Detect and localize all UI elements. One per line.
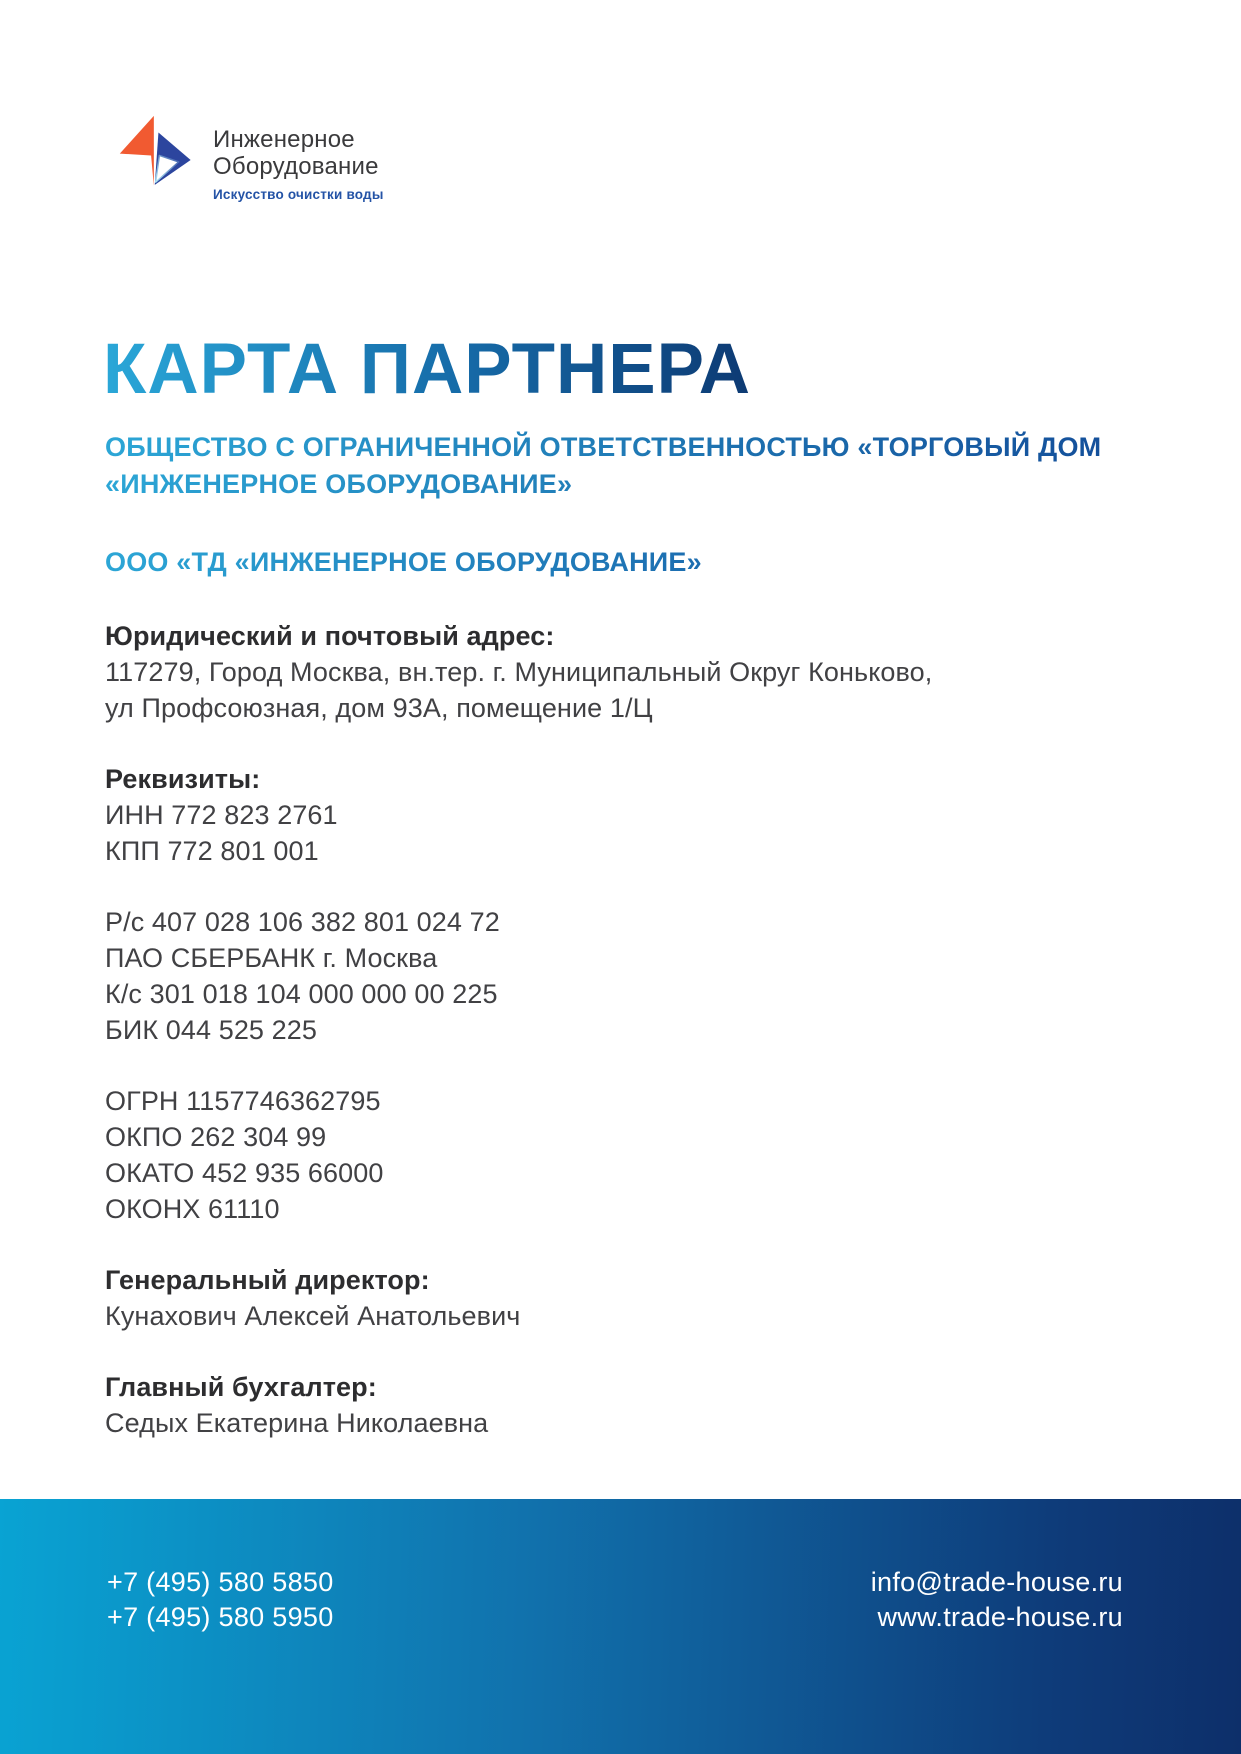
address-line-2: ул Профсоюзная, дом 93А, помещение 1/Ц <box>105 693 653 723</box>
requisites-label: Реквизиты: <box>105 764 261 794</box>
email-address: info@trade-house.ru <box>870 1567 1123 1597</box>
logo-text <box>213 101 384 202</box>
bank-name: ПАО СБЕРБАНК г. Москва <box>105 943 438 973</box>
okato-value: ОКАТО 452 935 66000 <box>105 1158 384 1188</box>
director-name: Кунахович Алексей Анатольевич <box>105 1301 521 1331</box>
footer-phones <box>107 1565 334 1635</box>
address-label: Юридический и почтовый адрес: <box>105 621 555 651</box>
website-url: www.trade-house.ru <box>877 1602 1123 1632</box>
requisites-block <box>105 761 932 869</box>
company-full-name-line1: ОБЩЕСТВО С ОГРАНИЧЕННОЙ ОТВЕТСТВЕННОСТЬЮ «ТОРГОВЫЙ ДОМ <box>105 432 1102 462</box>
logo-title-line2: Оборудование <box>213 153 379 180</box>
settlement-account-value: Р/с 407 028 106 382 801 024 72 <box>105 907 500 937</box>
logo-arrows-icon <box>106 101 198 197</box>
accountant-block <box>105 1369 932 1441</box>
footer-band <box>0 1499 1241 1754</box>
codes-block <box>105 1083 932 1227</box>
director-block <box>105 1262 932 1334</box>
footer-contacts <box>107 1565 1123 1635</box>
company-short-name: ООО «ТД «ИНЖЕНЕРНОЕ ОБОРУДОВАНИЕ» <box>105 544 702 581</box>
logo-title-line1: Инженерное <box>213 126 355 153</box>
footer-web <box>871 1565 1123 1635</box>
phone-number-1: +7 (495) 580 5850 <box>107 1567 334 1597</box>
company-full-name <box>105 429 1101 503</box>
logo-tagline: Искусство очистки воды <box>213 187 384 202</box>
correspondent-account-value: К/с 301 018 104 000 000 00 225 <box>105 979 498 1009</box>
bank-block <box>105 904 932 1048</box>
accountant-name: Седых Екатерина Николаевна <box>105 1408 489 1438</box>
address-block <box>105 618 932 726</box>
bik-value: БИК 044 525 225 <box>105 1015 318 1045</box>
okpo-value: ОКПО 262 304 99 <box>105 1122 327 1152</box>
company-logo <box>106 101 384 202</box>
okonh-value: ОКОНХ 61110 <box>105 1194 280 1224</box>
kpp-value: КПП 772 801 001 <box>105 836 319 866</box>
address-line-1: 117279, Город Москва, вн.тер. г. Муниципальный Округ Коньково, <box>105 657 933 687</box>
inn-value: ИНН 772 823 2761 <box>105 800 338 830</box>
director-label: Генеральный директор: <box>105 1265 430 1295</box>
phone-number-2: +7 (495) 580 5950 <box>107 1602 334 1632</box>
accountant-label: Главный бухгалтер: <box>105 1372 377 1402</box>
company-full-name-line2: «ИНЖЕНЕРНОЕ ОБОРУДОВАНИЕ» <box>105 469 573 499</box>
ogrn-value: ОГРН 1157746362795 <box>105 1086 381 1116</box>
page-title: КАРТА ПАРТНЕРА <box>103 330 752 409</box>
details-body <box>105 618 932 1441</box>
